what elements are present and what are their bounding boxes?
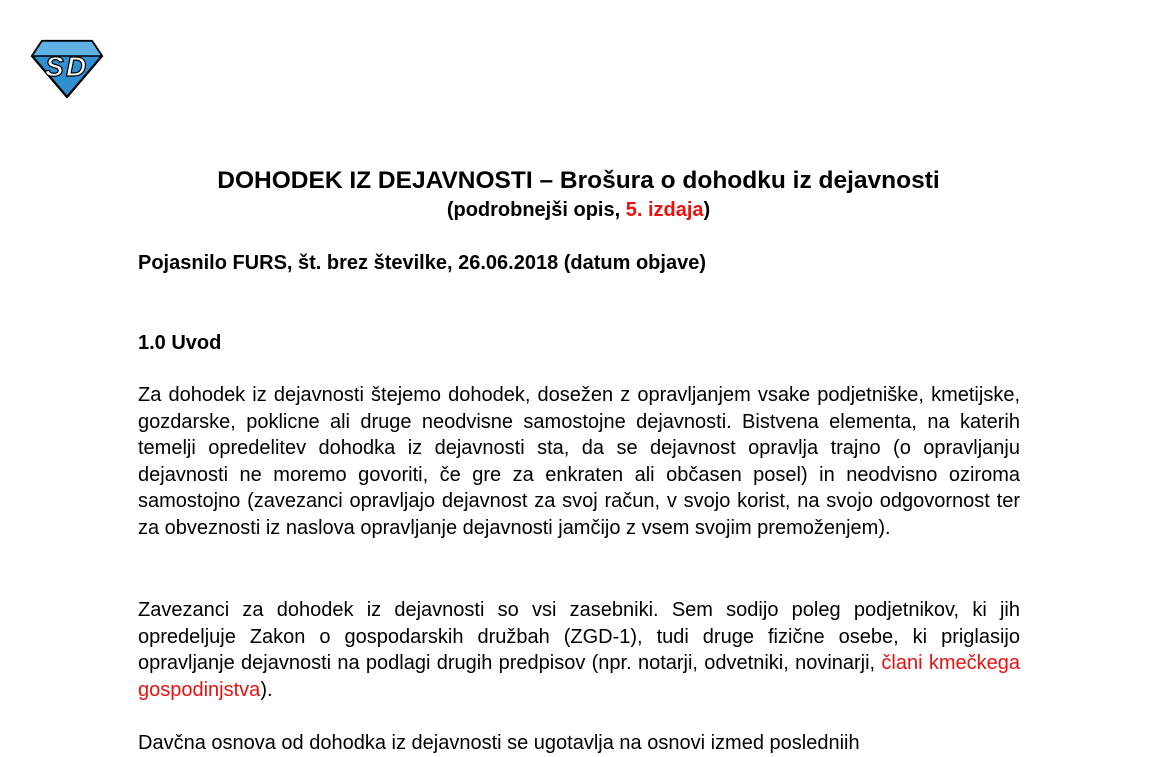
document-subtitle: [0, 197, 1157, 223]
svg-text:D: D: [66, 51, 87, 82]
farm-household-link[interactable]: člani kmečkega gospodinjstva: [138, 652, 1021, 701]
document-title: DOHODEK IZ DEJAVNOSTI – Brošura o dohodku iz dejavnosti: [217, 167, 940, 194]
paragraph-intro: Za dohodek iz dejavnosti štejemo dohodek, dosežen z opravljanjem vsake podjetniške, kmetijske, gozdarske, poklicne ali druge neodvisne samostojne dejavnosti. Bistvena elementa, na katerih temelji opredelitev dohodka iz dejavnosti sta, da se dejavnost opravlja trajno (o opravljanju dejavnosti ne moremo govoriti, če gre za enkraten ali občasen posel) in neodvisno oziroma samostojno (zavezanci opravljajo dejavnost za svoj račun, v svojo korist, na svojo odgovornost ter za obveznosti iz naslova opravljanje dejavnosti jamčijo z vsem svojim premoženjem).: [138, 384, 1020, 539]
edition-label: 5. izdaja: [625, 199, 704, 221]
paragraph-taxpayers-end: ).: [260, 678, 273, 701]
svg-text:S: S: [45, 51, 64, 82]
logo-icon: [30, 38, 104, 100]
section-heading: 1.0 Uvod: [138, 332, 222, 354]
paragraph-tax-base: Davčna osnova od dohodka iz dejavnosti se ugotavlja na osnovi izmed posledniih: [138, 732, 860, 754]
paragraph-taxpayers-text: Zavezanci za dohodek iz dejavnosti so vsi zasebniki. Sem sodijo poleg podjetnikov, ki jih opredeljuje Zakon o gospodarskih družbah (ZGD-1), tudi druge fizične osebe, ki priglasijo opravljanje dejavnosti na podlagi drugih predpisov (npr. notarji, odvetniki, novinarji,: [138, 599, 1020, 675]
subtitle-close: ): [703, 199, 711, 221]
document-reference: Pojasnilo FURS, št. brez številke, 26.06.2018 (datum objave): [138, 252, 706, 274]
subtitle-open: (podrobnejši opis,: [446, 199, 626, 221]
paragraph-taxpayers: [138, 597, 1020, 703]
